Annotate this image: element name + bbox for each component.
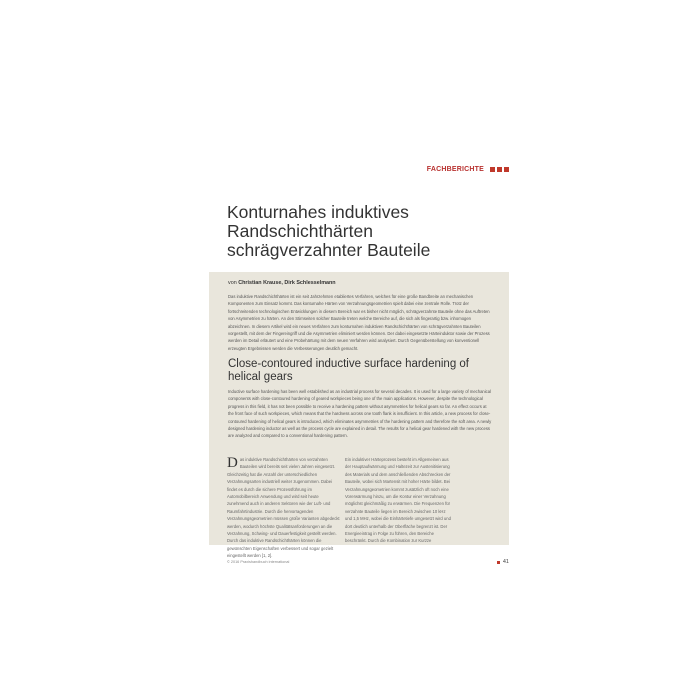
body-column-right (345, 456, 451, 578)
section-label: FACHBERICHTE (426, 166, 484, 173)
section-tag (427, 166, 509, 173)
abstract-german: Das induktive Randschichthärten ist ein seit Jahrzehnten etabliertes Verfahren, welches für eine große Bandbreite an mechanischen Komponenten zum Einsatz kommt. Das konturnahe Härten von Verzahnungsgeometrien spielt dabei eine zentrale Rolle. Trotz der fortschreitenden technologischen Entwicklungen in diesem Bereich war es bisher nicht möglich, schrägverzahnte Bauteile ohne das Auftreten von Asymmetrien zu härten. An den Stirnseiten solcher Bauteile treten welche Bereiche auf, die sich als fingerartig bzw. inhomogen abzeichnen. In diesem Artikel wird ein neues Verfahren zum konturnahen induktiven Randschichthärten von schrägverzahnten Bauteilen vorgestellt, mit dem der Fingereingriff und die Asymmetrien eliminiert werden können. Der dabei eingesetzte Härteinduktor sowie der Prozess werden im Detail erläutert und eine Probehärtung mit dem neuen Verfahren wird analysiert. Durch Gegenüberstellung von konventionell erzeugten Ergebnissen werden die Verbesserungen deutlich gemacht. (228, 294, 490, 351)
footer-credit: © 2016 Praxishandbuch international (227, 560, 290, 564)
author-names: Christian Krause, Dirk Schlesselmann (238, 280, 336, 286)
body-right-text: Ein induktiver Härteprozess besteht im Allgemeinen aus der Hauptaufwärmung und Haltezeit zur Austenitisierung des Materials und dem anschließenden Abschrecken der Bauteile, wobei sich Martensit mit hoher Härte bildet. Bei Verzahnungsgeometrien kommt zusätzlich oft noch eine Vorerwärmung hinzu, um die Kontur einer Verzahnung möglichst gleichmäßig zu erwärmen. Die Frequenzen für verzahnte Bauteile liegen im Bereich zwischen 10 kHz und 1,5 MHz, wobei die Einhärtetiefe umgesetzt wird und dort deutlich unterhalb der Oberfläche begrenzt ist. Der Energieeintrag in Folge zu führen, den Bereiche beschränkt. Durch die Kombination zur Kurzze (345, 457, 451, 544)
page-number (497, 559, 509, 565)
body-left-text: as induktive Randschichthärten von verzahnten Bauteilen wird bereits seit vielen Jahren eingesetzt. Gleichzeitig hat die Anzahl der unterschiedlichen Verzahnungsarten industriell weiter zugenommen. Dabei findet es durch die sichere Prozessführung im Automobilbereich Anwendung und wird seit heute zunehmend auch in anderen Sektoren wie der Luft- und Raumfahrtindustrie. Durch die hervorragenden Verzahnungsgeometrien müssen große Varianten abgedeckt werden, wodurch höchste Qualitätsanforderungen an die Verzahnung, Schwing- und Dauerfestigkeit gestellt werden. Durch das induktive Randschichthärten können die gewünschten Eigenschaften verbessert und sogar gezielt eingestellt werden [1, 2]. (227, 457, 340, 559)
authors-line (228, 280, 498, 286)
document-page (183, 108, 517, 578)
authors-prefix: von (228, 280, 237, 286)
abstract-english: Inductive surface hardening has been well established as an industrial process for several decades. It is used for a large variety of mechanical components with close-contoured hardening of geared workpieces being one of the main applications. However, despite the technological progress in this field, it has not been possible to receive a hardening pattern without asymmetries for helical gears so far. An effect occurs at the front face of such workpieces, which means that the hardness across one tooth flank is insufficient. In this article, a new process for close-contoured hardening of helical gears is introduced, which eliminates asymmetries of the hardening pattern and therefore the soft area. A newly designed hardening inductor as well as the process cycle are explained in detail. The results for a helical gear hardened with the new process are analyzed and compared to a conventional hardening pattern. (228, 389, 492, 439)
article-title: Konturnahes induktives Randschichthärten schrägverzahnter Bauteile (227, 202, 431, 260)
section-squares (490, 167, 509, 172)
english-title: Close-contoured inductive surface hardening of helical gears (228, 358, 470, 383)
page-marker (497, 561, 500, 564)
drop-cap: D (227, 456, 238, 471)
page-number-text: 41 (502, 559, 509, 565)
